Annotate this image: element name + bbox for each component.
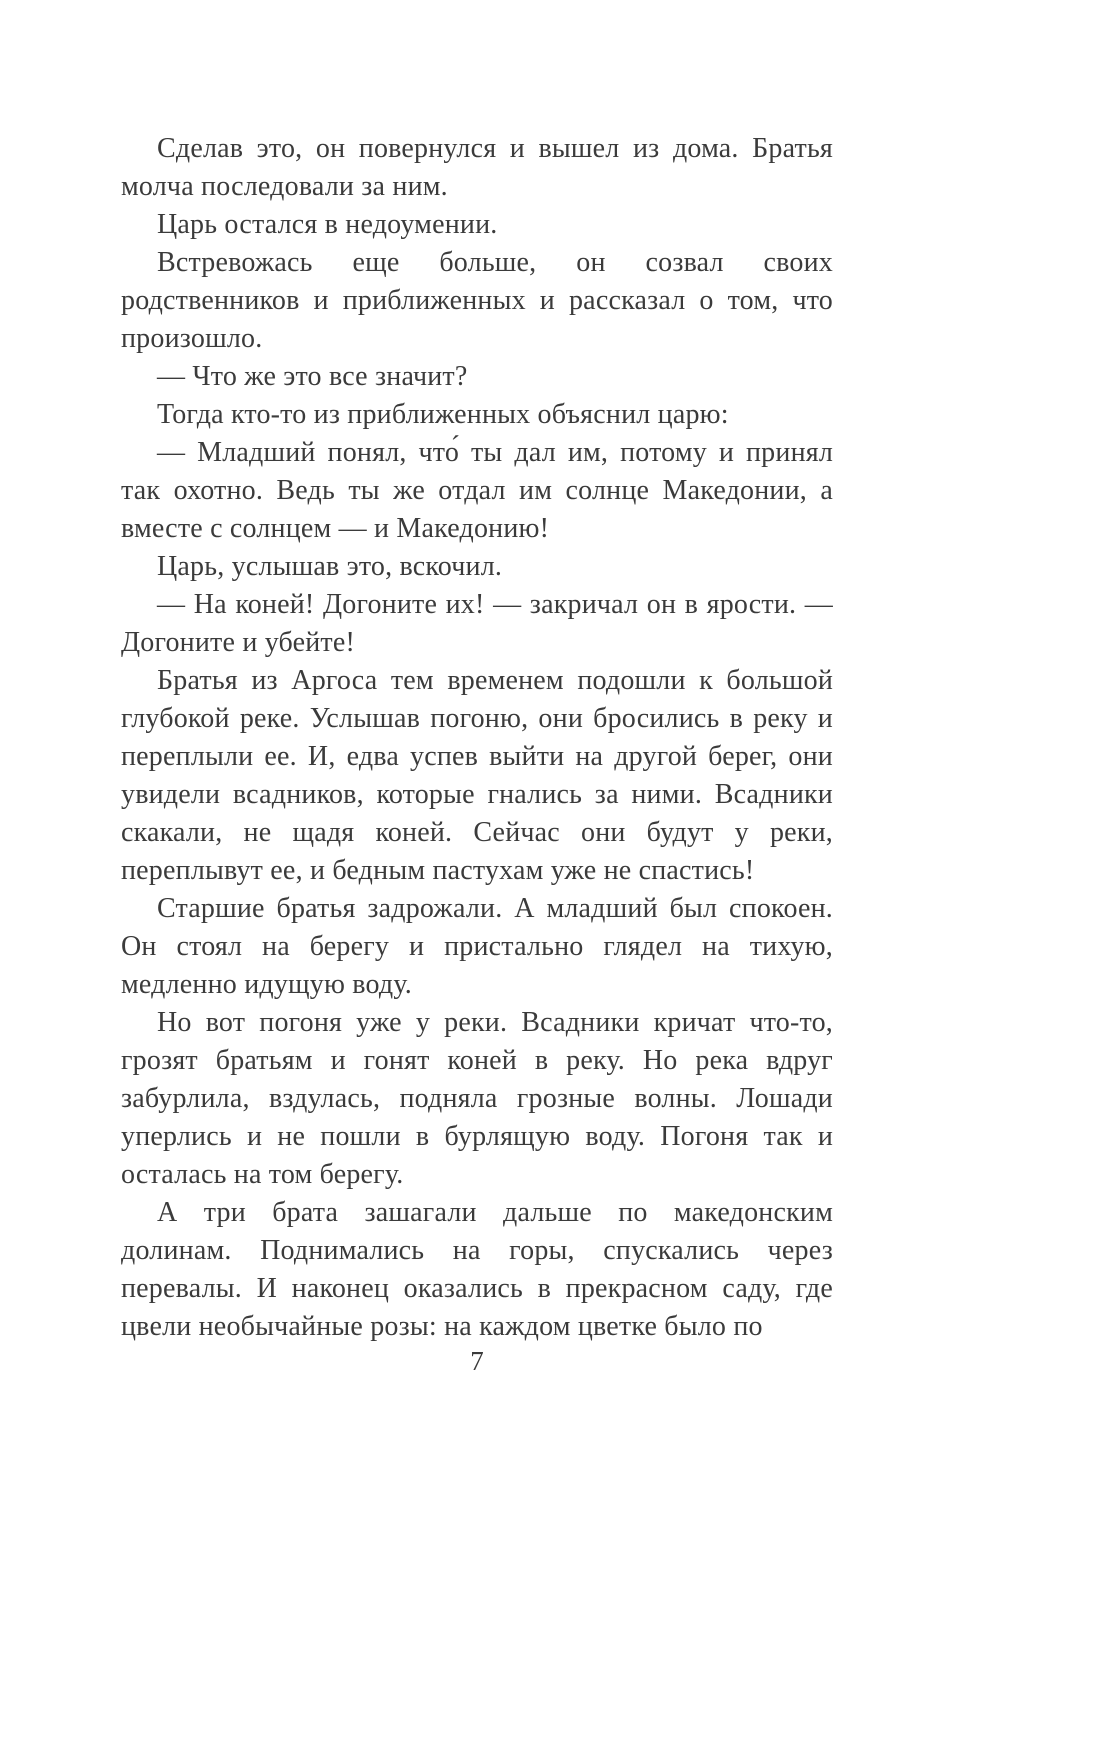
paragraph-7: Царь, услышав это, вскочил. [157,551,503,582]
text-block [121,130,833,1346]
paragraph-2: Царь остался в недоумении. [157,209,498,240]
paragraph-8-dialogue: — На коней! Догоните их! — закричал он в ярости. — Догоните и убейте! [121,589,833,658]
paragraph-6-dialogue: — Младший понял, что́ ты дал им, потому и принял так охотно. Ведь ты же отдал им солнце Македонии, а вместе с солнцем — и Македонию! [121,437,833,544]
paragraph-5: Тогда кто-то из приближенных объяснил царю: [157,399,729,430]
paragraph-12: А три брата зашагали дальше по македонским долинам. Поднимались на горы, спускались через перевалы. И наконец оказались в прекрасном саду, где цвели необычайные розы: на каждом цветке было по [121,1197,833,1342]
paragraph-4-dialogue: — Что же это все значит? [157,361,468,392]
paragraph-1: Сделав это, он повернулся и вышел из дома. Братья молча последовали за ним. [121,133,833,202]
paragraph-3: Встревожась еще больше, он созвал своих родственников и приближенных и рассказал о том, что произошло. [121,247,833,354]
paragraph-9: Братья из Аргоса тем временем подошли к большой глубокой реке. Услышав погоню, они бросились в реку и переплыли ее. И, едва успев выйти на другой берег, они увидели всадников, которые гнались за ними. Всадники скакали, не щадя коней. Сейчас они будут у реки, переплывут ее, и бедным пастухам уже не спастись! [121,665,833,886]
paragraph-10: Старшие братья задрожали. А младший был спокоен. Он стоял на берегу и пристально глядел на тихую, медленно идущую воду. [121,893,833,1000]
paragraph-11: Но вот погоня уже у реки. Всадники кричат что-то, грозят братьям и гонят коней в реку. Но река вдруг забурлила, вздулась, подняла грозные волны. Лошади уперлись и не пошли в бурлящую воду. Погоня так и осталась на том берегу. [121,1007,833,1190]
page-number: 7 [470,1346,484,1376]
